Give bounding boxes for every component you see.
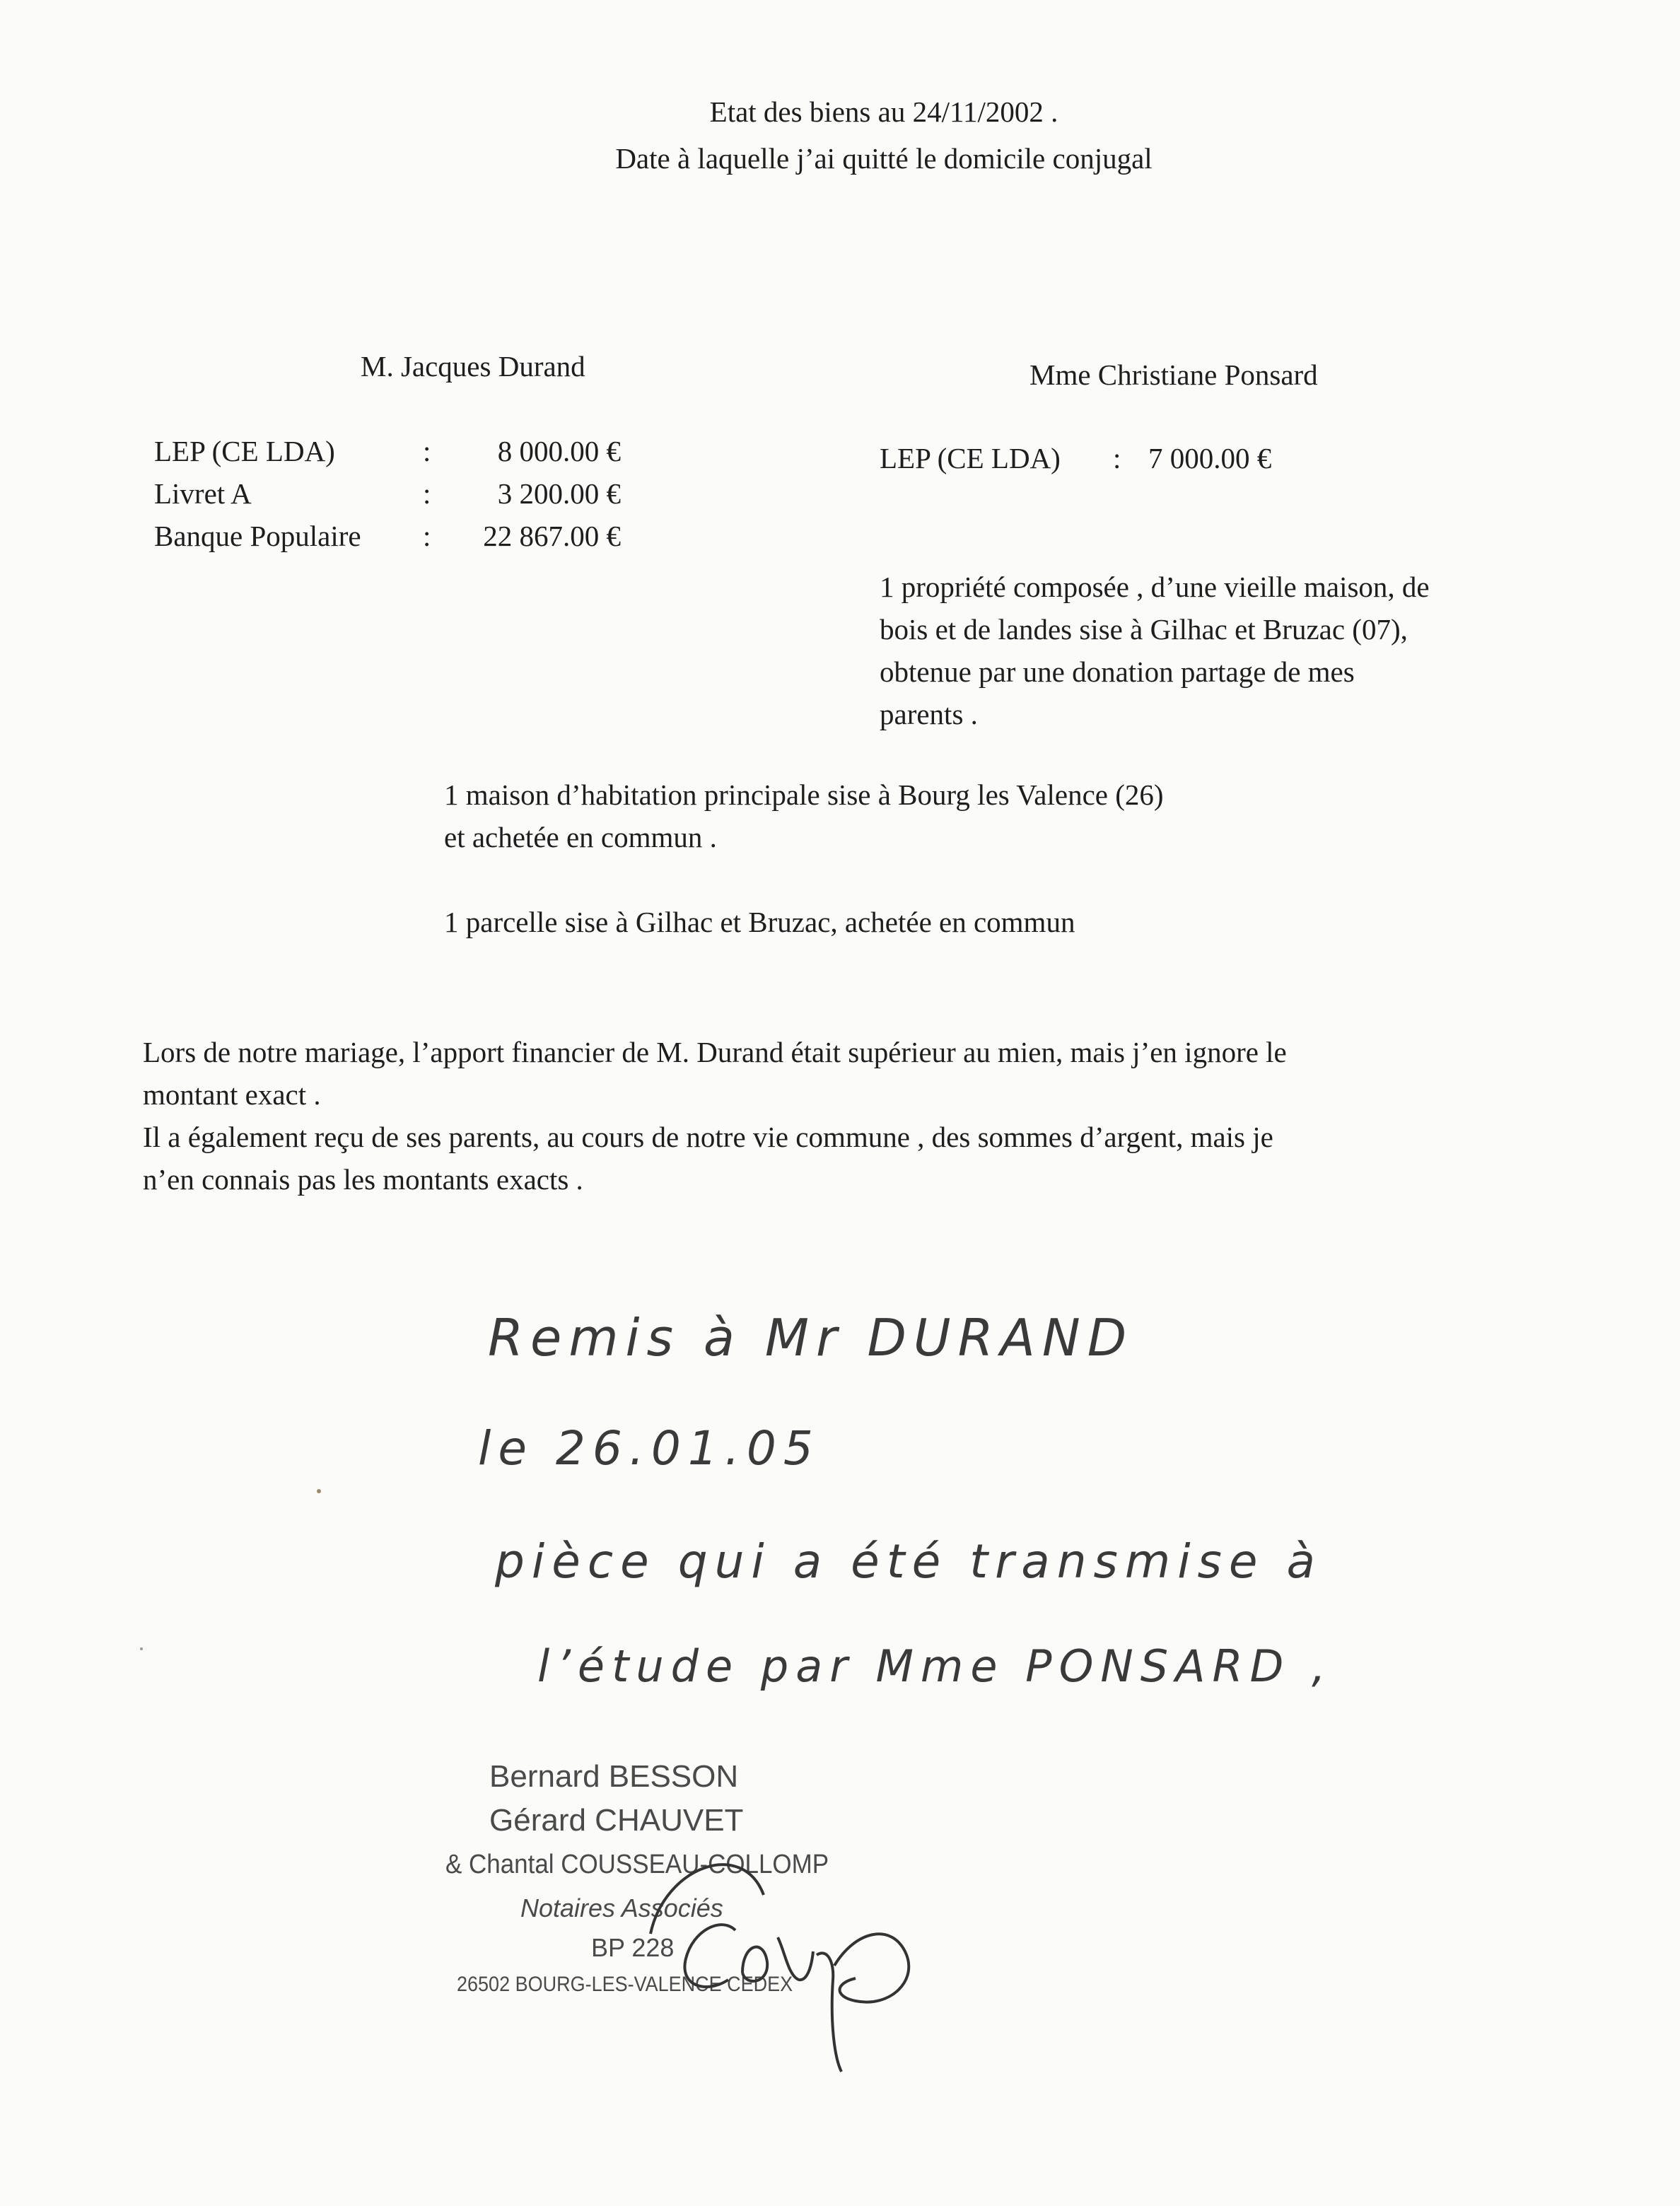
body-line: Lors de notre mariage, l’apport financier de M. Durand était supérieur au mien, mais j’en ignore le	[143, 1036, 1287, 1068]
asset-amount: 8 000.00 €	[497, 435, 621, 467]
stamp-line: Notaires Associés	[520, 1893, 723, 1922]
property-line: obtenue par une donation partage de mes	[880, 655, 1355, 688]
asset-amount: 7 000.00 €	[1148, 442, 1272, 474]
handwritten-line: pièce qui a été transmise à	[495, 1534, 1322, 1589]
handwritten-line: le 26.01.05	[478, 1421, 820, 1476]
asset-label: LEP (CE LDA)	[880, 442, 1061, 474]
left-asset-row	[154, 430, 621, 472]
paper-speck	[317, 1489, 321, 1493]
house-line: 1 maison d’habitation principale sise à Bourg les Valence (26)	[444, 778, 1164, 811]
left-asset-row	[154, 515, 621, 557]
right-asset-row	[880, 437, 1271, 479]
body-line: n’en connais pas les montants exacts .	[143, 1163, 583, 1196]
asset-sep: :	[423, 477, 431, 510]
left-party-name: M. Jacques Durand	[361, 350, 585, 383]
right-party-name: Mme Christiane Ponsard	[1029, 358, 1318, 391]
asset-amount: 3 200.00 €	[497, 477, 621, 510]
handwritten-line: Remis à Mr DURAND	[488, 1308, 1134, 1367]
stamp-line: Gérard CHAUVET	[489, 1803, 744, 1838]
property-line: 1 propriété composée , d’une vieille maison, de	[880, 571, 1430, 603]
handwritten-line: l’étude par Mme PONSARD ,	[537, 1640, 1333, 1692]
common-parcel-text: 1 parcelle sise à Gilhac et Bruzac, achetée en commun	[444, 906, 1075, 938]
body-line: montant exact .	[143, 1078, 321, 1111]
stamp-line: & Chantal COUSSEAU-COLLOMP	[445, 1850, 829, 1879]
body-paragraph	[143, 1031, 1287, 1201]
asset-label: LEP (CE LDA)	[154, 435, 335, 467]
asset-sep: :	[1113, 442, 1121, 474]
stamp-line: BP 228	[591, 1933, 675, 1962]
header-title: Etat des biens au 24/11/2002 .	[709, 95, 1058, 128]
stamp-line: 26502 BOURG-LES-VALENCE CEDEX	[457, 1973, 793, 1996]
left-assets-table	[154, 430, 621, 557]
asset-sep: :	[423, 520, 431, 552]
left-asset-row	[154, 472, 621, 515]
asset-sep: :	[423, 435, 431, 467]
asset-label: Banque Populaire	[154, 520, 361, 552]
paper-speck	[140, 1647, 143, 1650]
property-line: bois et de landes sise à Gilhac et Bruzac (07),	[880, 613, 1408, 646]
right-property-text	[880, 566, 1430, 735]
stamp-line: Bernard BESSON	[489, 1759, 739, 1794]
asset-label: Livret A	[154, 477, 252, 510]
property-line: parents .	[880, 698, 978, 730]
house-line: et achetée en commun .	[444, 821, 717, 853]
signature-icon	[622, 1810, 990, 2079]
asset-amount: 22 867.00 €	[483, 520, 621, 552]
body-line: Il a également reçu de ses parents, au cours de notre vie commune , des sommes d’argent, mais je	[143, 1121, 1273, 1153]
common-house-text	[444, 774, 1164, 858]
header-subtitle: Date à laquelle j’ai quitté le domicile conjugal	[615, 142, 1153, 175]
